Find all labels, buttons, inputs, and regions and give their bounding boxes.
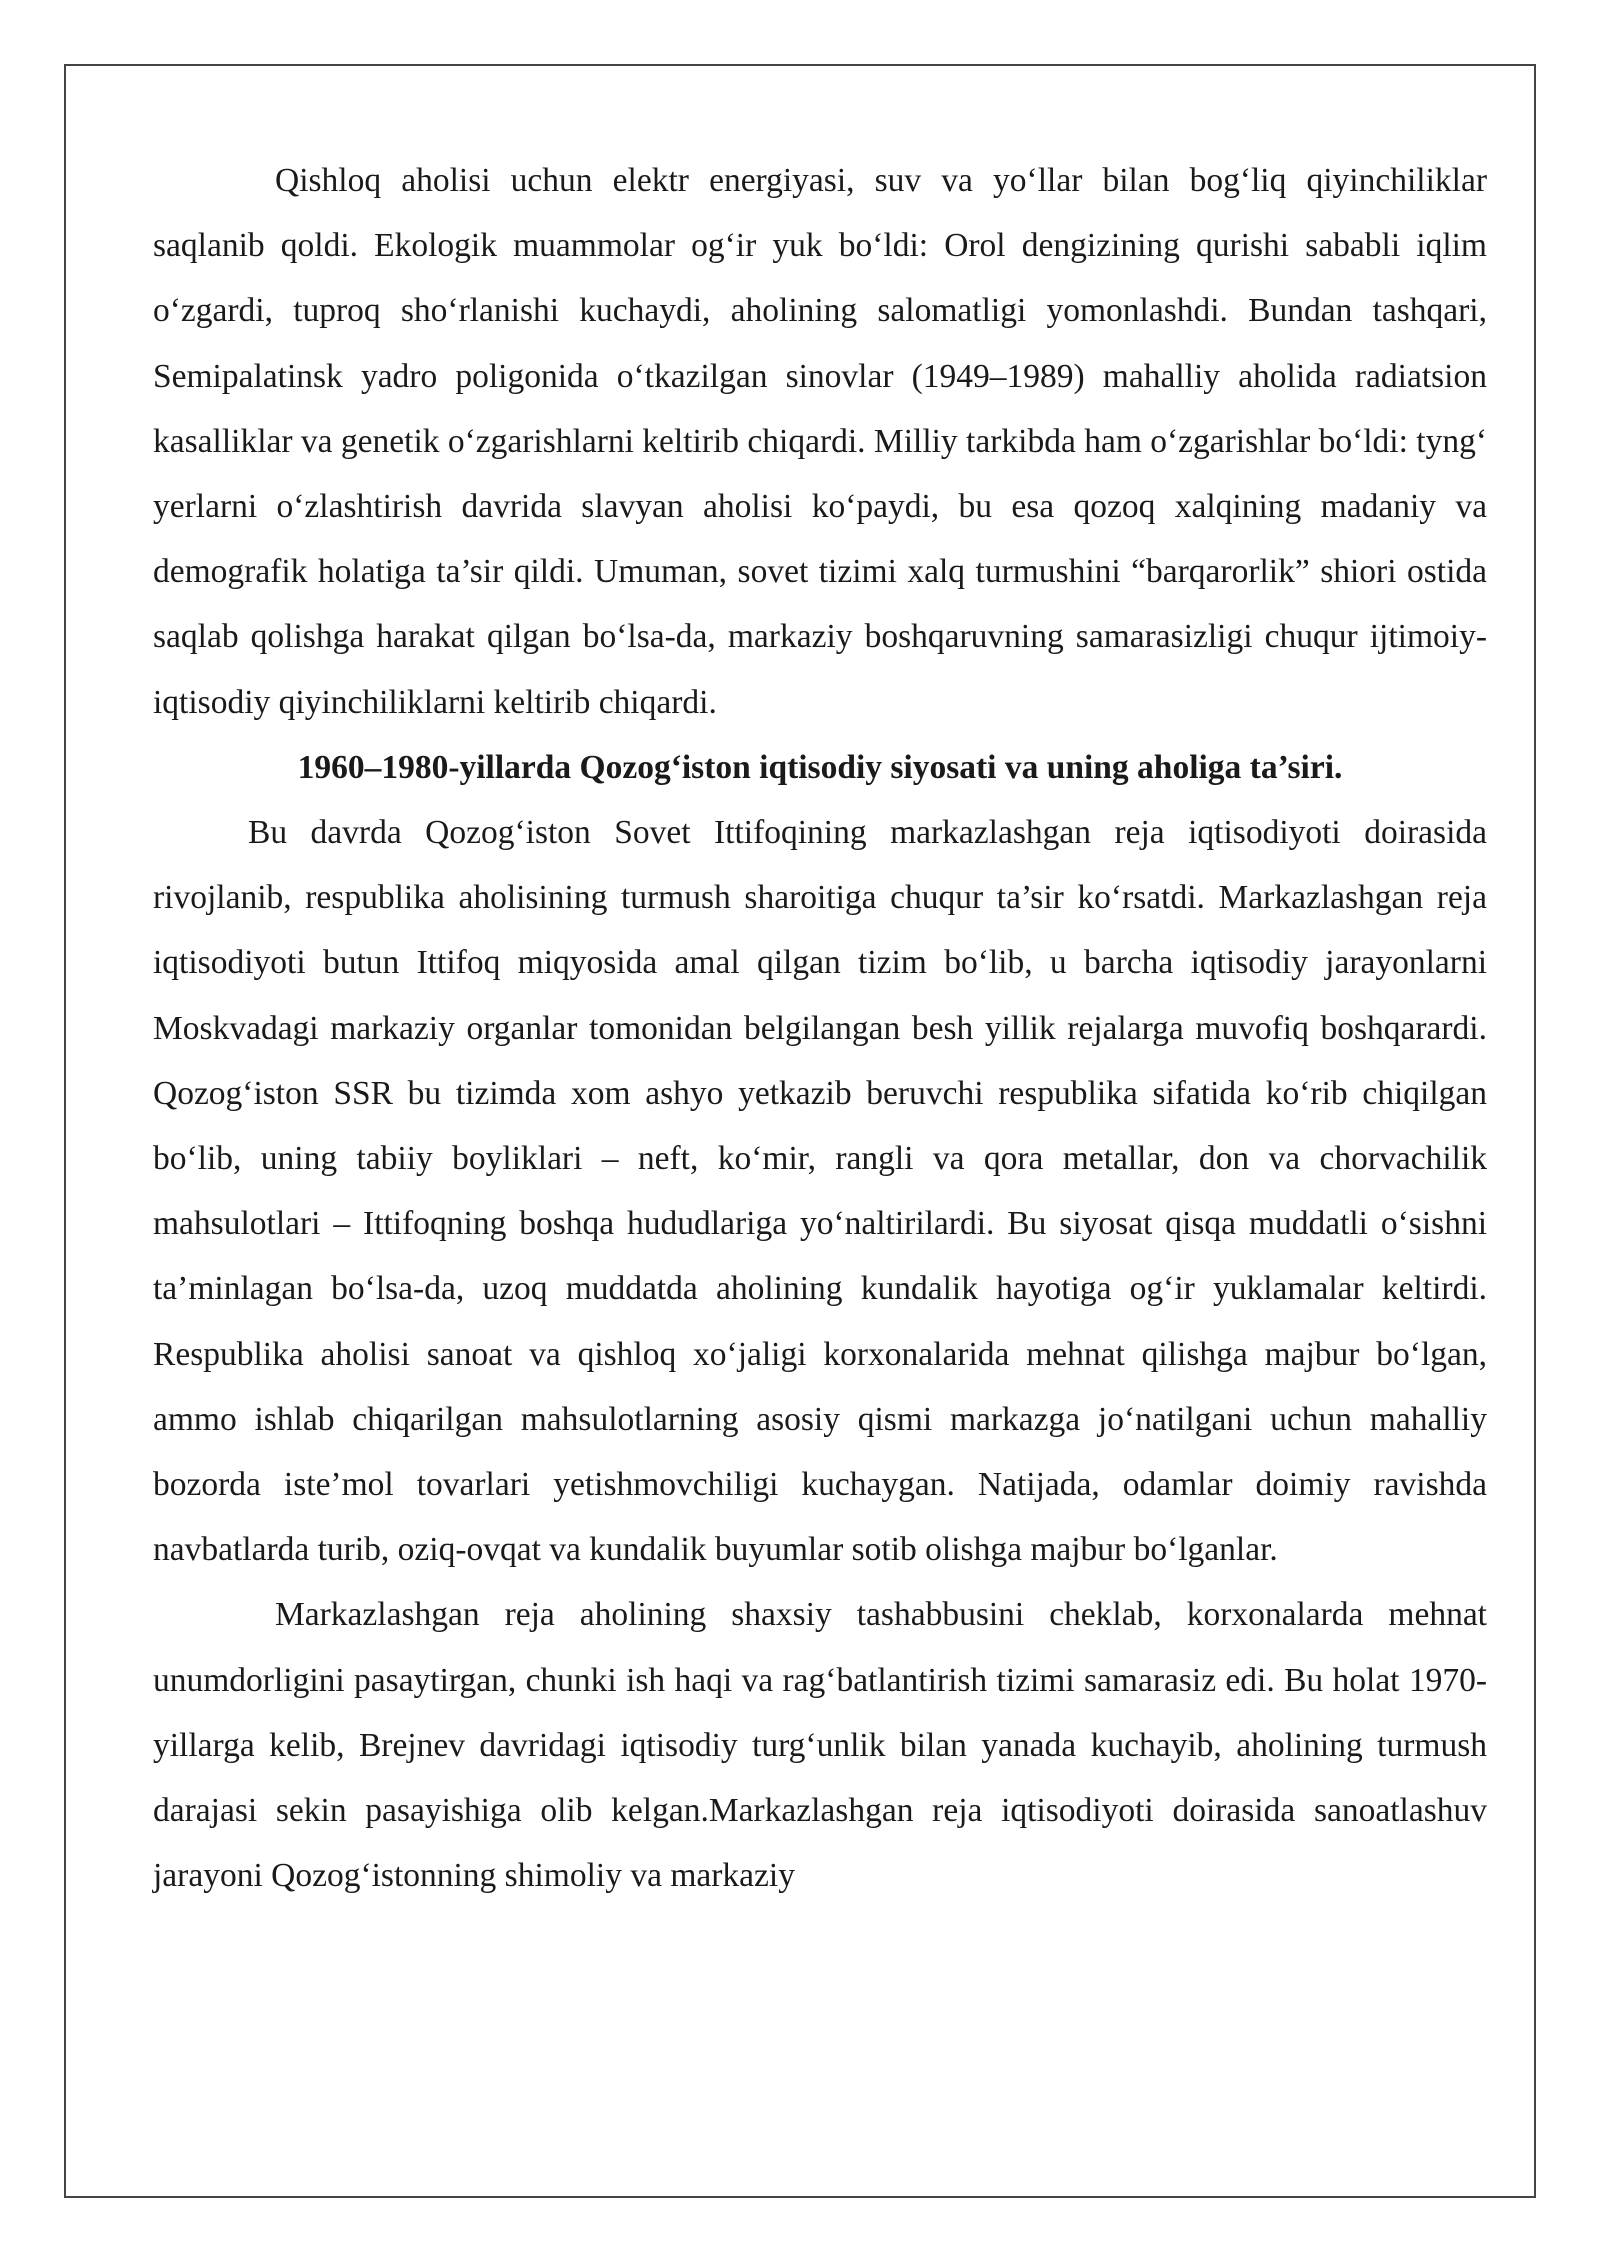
paragraph: Markazlashgan reja aholining shaxsiy tashabbusini cheklab, korxonalarda mehnat unumdorligini pasaytirgan, chunki ish haqi va rag‘batlantirish tizimi samarasiz edi. Bu holat 1970-yillarga kelib, Brejnev davridagi iqtisodiy turg‘unlik bilan yanada kuchayib, aholining turmush darajasi sekin pasayishiga olib kelgan.Markazlashgan reja iqtisodiyoti doirasida sanoatlashuv jarayoni Qozog‘istonning shimoliy va markaziy — [153, 1596, 1487, 1895]
document-body — [153, 148, 1487, 1908]
paragraph: Qishloq aholisi uchun elektr energiyasi, suv va yo‘llar bilan bog‘liq qiyinchiliklar saqlanib qoldi. Ekologik muammolar og‘ir yuk bo‘ldi: Orol dengizining qurishi sababli iqlim o‘zgardi, tuproq sho‘rlanishi kuchaydi, aholining salomatligi yomonlashdi. Bundan tashqari, Semipalatinsk yadro poligonida o‘tkazilgan sinovlar (1949–1989) mahalliy aholida radiatsion kasalliklar va genetik o‘zgarishlarni keltirib chiqardi. Milliy tarkibda ham o‘zgarishlar bo‘ldi: tyng‘ yerlarni o‘zlashtirish davrida slavyan aholisi ko‘paydi, bu esa qozoq xalqining madaniy va demografik holatiga ta’sir qildi. Umuman, sovet tizimi xalq turmushini “barqarorlik” shiori ostida saqlab qolishga harakat qilgan bo‘lsa-da, markaziy boshqaruvning samarasizligi chuqur ijtimoiy-iqtisodiy qiyinchiliklarni keltirib chiqardi. — [153, 162, 1488, 721]
section-heading: 1960–1980-yillarda Qozog‘iston iqtisodiy siyosati va uning aholiga ta’siri. — [297, 748, 1343, 786]
paragraph: Bu davrda Qozog‘iston Sovet Ittifoqining markazlashgan reja iqtisodiyoti doirasida rivojlanib, respublika aholisining turmush sharoitiga chuqur ta’sir ko‘rsatdi. Markazlashgan reja iqtisodiyoti butun Ittifoq miqyosida amal qilgan tizim bo‘lib, u barcha iqtisodiy jarayonlarni Moskvadagi markaziy organlar tomonidan belgilangan besh yillik rejalarga muvofiq boshqarardi. Qozog‘iston SSR bu tizimda xom ashyo yetkazib beruvchi respublika sifatida ko‘rib chiqilgan bo‘lib, uning tabiiy boyliklari – neft, ko‘mir, rangli va qora metallar, don va chorvachilik mahsulotlari – Ittifoqning boshqa hududlariga yo‘naltirilardi. Bu siyosat qisqa muddatli o‘sishni ta’minlagan bo‘lsa-da, uzoq muddatda aholining kundalik hayotiga og‘ir yuklamalar keltirdi. Respublika aholisi sanoat va qishloq xo‘jaligi korxonalarida mehnat qilishga majbur bo‘lgan, ammo ishlab chiqarilgan mahsulotlarning asosiy qismi markazga jo‘natilgani uchun mahalliy bozorda iste’mol tovarlari yetishmovchiligi kuchaygan. Natijada, odamlar doimiy ravishda navbatlarda turib, oziq-ovqat va kundalik buyumlar sotib olishga majbur bo‘lganlar. — [153, 814, 1487, 1569]
